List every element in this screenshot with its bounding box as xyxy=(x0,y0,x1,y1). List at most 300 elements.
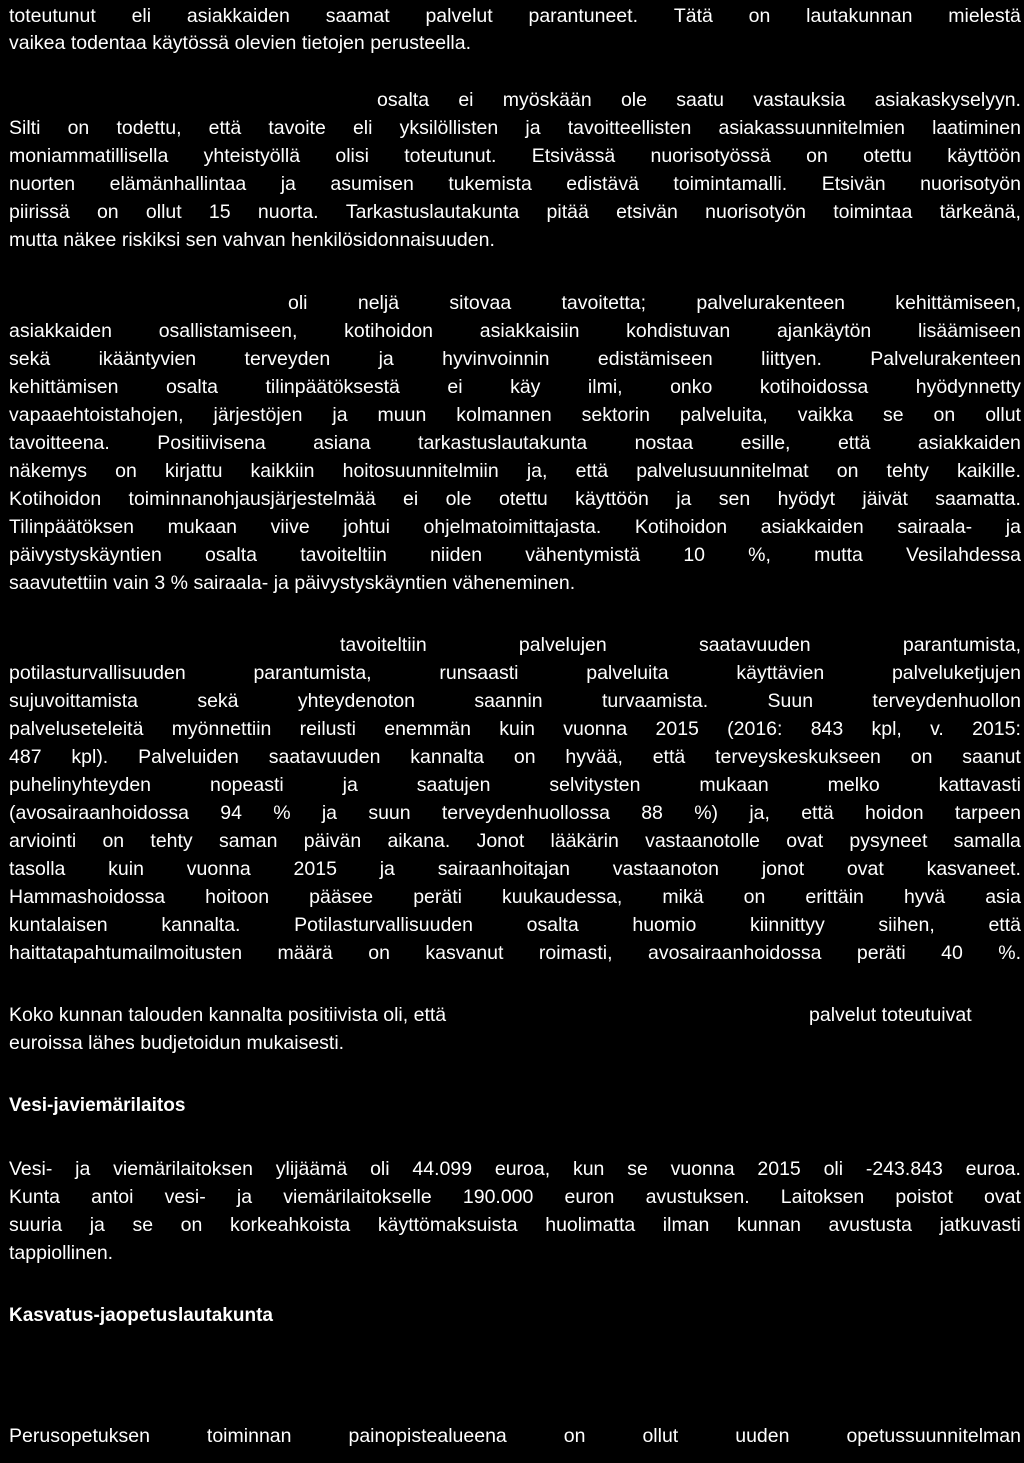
word: kuin xyxy=(499,718,536,740)
word: osallistamiseen, xyxy=(158,320,298,342)
word: peräti xyxy=(856,942,906,964)
word: mutta xyxy=(814,544,863,566)
word: palveluseteleitä xyxy=(9,718,144,740)
word: otettu xyxy=(498,488,548,510)
word: kotihoidon xyxy=(344,320,434,342)
word: Hammashoidossa xyxy=(9,886,166,908)
word: asumisen xyxy=(330,173,414,195)
word: arviointi xyxy=(9,830,77,852)
text-line xyxy=(809,1002,1021,1028)
word: perusteella. xyxy=(370,32,472,54)
word: sairaala- xyxy=(193,572,269,594)
word: ja xyxy=(75,1158,91,1180)
word: mutta xyxy=(9,229,58,251)
word: euroa. xyxy=(965,1158,1021,1180)
word: osalta xyxy=(526,914,579,936)
word: ja, xyxy=(749,802,770,824)
word: nuorta. xyxy=(257,201,319,223)
text-line xyxy=(9,940,1021,966)
text-line xyxy=(9,374,1021,400)
word: oli xyxy=(823,1158,844,1180)
word: 2015: xyxy=(972,718,1021,740)
text-line xyxy=(9,1156,1021,1182)
text-line xyxy=(9,3,1021,29)
word: palveluita xyxy=(586,662,669,684)
word: roimasti, xyxy=(538,942,613,964)
word: tavoitteena. xyxy=(9,432,110,454)
word: potilasturvallisuuden xyxy=(9,662,186,684)
word: Positiivisena xyxy=(157,432,266,454)
word: kasvanut xyxy=(425,942,504,964)
word: sekä xyxy=(9,348,51,370)
word: eli xyxy=(352,117,373,139)
word: Suun xyxy=(767,690,814,712)
word: on xyxy=(96,201,119,223)
word: kirjattu xyxy=(164,460,223,482)
word: neljä xyxy=(357,292,400,314)
word: ovat xyxy=(786,830,824,852)
text-line xyxy=(9,1240,1021,1266)
word: se xyxy=(882,404,904,426)
word: Silti xyxy=(9,117,41,139)
word: euron xyxy=(564,1186,615,1208)
word: käyttävien xyxy=(736,662,825,684)
word: päivystyskäyntien xyxy=(9,544,162,566)
word: on xyxy=(513,746,536,768)
word: reilusti xyxy=(299,718,357,740)
word: kunnan xyxy=(736,1214,801,1236)
word: mukaan xyxy=(699,774,769,796)
text-line xyxy=(9,171,1021,197)
word: nostaa xyxy=(634,432,694,454)
text-line xyxy=(9,744,1021,770)
word: jatkuvasti xyxy=(939,1214,1021,1236)
word: vastauksia xyxy=(753,89,846,111)
word: 843 xyxy=(810,718,844,740)
word: mikä xyxy=(662,886,704,908)
word: euroissa xyxy=(9,1032,83,1054)
word: nopeasti xyxy=(209,774,284,796)
word: ylijäämä xyxy=(275,1158,348,1180)
text-line xyxy=(9,30,1021,56)
word: vuonna xyxy=(670,1158,735,1180)
text-line xyxy=(9,430,1021,456)
word: 88 xyxy=(641,802,663,824)
word: ollut xyxy=(642,1425,679,1447)
word: otettu xyxy=(863,145,912,167)
word: ja xyxy=(273,572,289,594)
word: Tätä xyxy=(673,5,713,27)
section-heading xyxy=(9,1303,1021,1329)
word: tavoiteltiin xyxy=(300,544,387,566)
word: puhelinyhteyden xyxy=(9,774,152,796)
word: 2015 xyxy=(293,858,337,880)
word: toteutuivat xyxy=(881,1004,972,1026)
word: myöskään xyxy=(502,89,592,111)
word: ikääntyvien xyxy=(98,348,197,370)
word: tehty xyxy=(150,830,193,852)
text-line xyxy=(9,772,1021,798)
word: saamat xyxy=(325,5,390,27)
word: korkeahkoista xyxy=(229,1214,351,1236)
word: ole xyxy=(445,488,472,510)
word: on xyxy=(933,404,956,426)
word: viemärilaitoksen xyxy=(113,1158,253,1180)
word: hyvä xyxy=(903,886,946,908)
word: palvelurakenteen xyxy=(696,292,845,314)
word: sektorin xyxy=(581,404,650,426)
word: Palvelurakenteen xyxy=(870,348,1021,370)
word: yhteydenoton xyxy=(297,690,415,712)
word: johtui xyxy=(343,516,390,538)
word: sujuvoittamista xyxy=(9,690,138,712)
word: nuorisotyössä xyxy=(650,145,771,167)
word: kolmannen xyxy=(456,404,552,426)
text-line xyxy=(9,1423,1021,1449)
word: tilinpäätöksestä xyxy=(265,376,400,398)
word: huomio xyxy=(632,914,697,936)
word: kiinnittyy xyxy=(749,914,825,936)
word: palvelusuunnitelmat xyxy=(636,460,809,482)
word: ajankäytön xyxy=(776,320,872,342)
text-line xyxy=(9,458,1021,484)
word: ollut xyxy=(985,404,1021,426)
word: ohjelmatoimittajasta. xyxy=(423,516,602,538)
word: Kotihoidon xyxy=(634,516,728,538)
word: pysyneet xyxy=(849,830,928,852)
word: lähes xyxy=(88,1032,135,1054)
word: hoidon xyxy=(865,802,924,824)
word: Kunta xyxy=(9,1186,60,1208)
word: etsivän xyxy=(616,201,678,223)
word: tappiollinen. xyxy=(9,1242,114,1264)
word: hyvinvoinnin xyxy=(442,348,550,370)
word: että xyxy=(801,802,834,824)
word: Palveluiden xyxy=(138,746,239,768)
word: ollut xyxy=(145,201,182,223)
word: selvitysten xyxy=(549,774,641,796)
word: että xyxy=(988,914,1021,936)
word: huolimatta xyxy=(545,1214,636,1236)
word: oli xyxy=(370,1158,390,1180)
word: todettu, xyxy=(116,117,182,139)
word: tärkeänä, xyxy=(939,201,1021,223)
text-line xyxy=(288,290,1021,316)
text-line xyxy=(9,570,1021,596)
word: hyvää, xyxy=(565,746,623,768)
word: opetussuunnitelman xyxy=(846,1425,1021,1447)
word: on xyxy=(836,460,859,482)
word: oli xyxy=(288,292,308,314)
word: määrä xyxy=(277,942,333,964)
word: se xyxy=(627,1158,648,1180)
word: asiakkaiden xyxy=(186,5,290,27)
word: sekä xyxy=(197,690,239,712)
word: kehittämiseen, xyxy=(895,292,1021,314)
word: järjestöjen xyxy=(213,404,303,426)
word: viemärilaitos xyxy=(69,1095,186,1116)
word: tarpeen xyxy=(954,802,1021,824)
word: %) xyxy=(694,802,719,824)
word: ja xyxy=(1005,516,1021,538)
word: että xyxy=(652,746,686,768)
word: terveydenhuollon xyxy=(872,690,1021,712)
word: kotihoidossa xyxy=(759,376,869,398)
word: (avosairaanhoidossa xyxy=(9,802,189,824)
word: laatiminen xyxy=(932,117,1021,139)
word: viemärilaitokselle xyxy=(283,1186,432,1208)
word: sen xyxy=(718,488,751,510)
word: kpl). xyxy=(71,746,109,768)
word: poistot xyxy=(895,1186,953,1208)
word: ja xyxy=(53,1095,70,1116)
word: ja xyxy=(332,404,348,426)
word: terveyden xyxy=(244,348,331,370)
word: esille, xyxy=(740,432,791,454)
word: 3 xyxy=(154,572,166,594)
word: sitovaa xyxy=(449,292,512,314)
word: hyödyt xyxy=(777,488,836,510)
word: yksilöllisten xyxy=(399,117,499,139)
word: kannalta xyxy=(410,746,485,768)
word: vähentymistä xyxy=(525,544,641,566)
word: että xyxy=(575,460,609,482)
text-line xyxy=(9,884,1021,910)
word: asiakassuunnitelmien xyxy=(718,117,905,139)
word: kohdistuvan xyxy=(626,320,731,342)
word: enemmän xyxy=(384,718,471,740)
word: käyttömaksuista xyxy=(377,1214,518,1236)
word: 44.099 xyxy=(412,1158,473,1180)
word: lautakunnan xyxy=(806,5,913,27)
word: tasolla xyxy=(9,858,66,880)
word: %. xyxy=(998,942,1021,964)
word: ei xyxy=(458,89,474,111)
word: osalta xyxy=(165,376,218,398)
word: ja xyxy=(676,488,692,510)
text-line xyxy=(9,1030,1021,1056)
word: saatavuuden xyxy=(698,634,811,656)
word: Vesi- xyxy=(9,1158,53,1180)
word: tavoitteellisten xyxy=(567,117,692,139)
word: osalta xyxy=(204,544,258,566)
word: riskiksi xyxy=(121,229,181,251)
word: % xyxy=(273,802,291,824)
word: sairaala- xyxy=(897,516,973,538)
word: % xyxy=(170,572,188,594)
word: vaikka xyxy=(797,404,853,426)
word: se xyxy=(132,1214,154,1236)
word: ilman xyxy=(662,1214,710,1236)
word: sairaanhoitajan xyxy=(437,858,570,880)
word: ja xyxy=(321,802,338,824)
word: ja xyxy=(99,1305,116,1326)
word: Laitoksen xyxy=(780,1186,865,1208)
word: kuin xyxy=(108,858,144,880)
word: henkilösidonnaisuuden. xyxy=(291,229,495,251)
word: ja xyxy=(525,117,541,139)
word: suun xyxy=(368,802,411,824)
word: saamatta. xyxy=(935,488,1021,510)
text-line xyxy=(9,828,1021,854)
word: palveluita, xyxy=(679,404,768,426)
text-line xyxy=(9,856,1021,882)
word: parantumista, xyxy=(253,662,372,684)
section-heading xyxy=(9,1093,1021,1119)
word: vastaanoton xyxy=(612,858,720,880)
word: hoitoon xyxy=(205,886,270,908)
word: kannalta. xyxy=(161,914,241,936)
word: painopistealueena xyxy=(348,1425,507,1447)
word: nuorisotyön xyxy=(705,201,806,223)
word: ei xyxy=(447,376,463,398)
word: osalta xyxy=(377,89,430,111)
word: moniammatillisella xyxy=(9,145,169,167)
word: vuonna xyxy=(563,718,628,740)
word: kpl, xyxy=(871,718,902,740)
word: Etsivän xyxy=(821,173,886,195)
word: Kasvatus- xyxy=(9,1305,100,1326)
word: on xyxy=(67,117,90,139)
word: eli xyxy=(131,5,152,27)
word: kaikkiin xyxy=(250,460,315,482)
word: %, xyxy=(748,544,771,566)
word: Vesi- xyxy=(9,1095,54,1116)
word: ja xyxy=(379,858,395,880)
word: samalla xyxy=(953,830,1021,852)
word: palveluketjujen xyxy=(891,662,1021,684)
word: toteutunut. xyxy=(404,145,497,167)
text-line xyxy=(9,514,1021,540)
word: ja xyxy=(89,1214,105,1236)
word: avosairaanhoidossa xyxy=(647,942,822,964)
text-line xyxy=(9,542,1021,568)
word: näkemys xyxy=(9,460,88,482)
word: ovat xyxy=(984,1186,1021,1208)
word: hoitosuunnitelmiin xyxy=(342,460,499,482)
word: haittatapahtumailmoitusten xyxy=(9,942,243,964)
word: kunnan xyxy=(58,1004,123,1026)
word: parantumista, xyxy=(902,634,1021,656)
word: talouden xyxy=(128,1004,204,1026)
word: väheneminen. xyxy=(452,572,576,594)
word: 190.000 xyxy=(462,1186,534,1208)
word: tavoitetta; xyxy=(561,292,647,314)
word: uuden xyxy=(735,1425,790,1447)
word: saatavuuden xyxy=(268,746,381,768)
word: -243.843 xyxy=(865,1158,943,1180)
word: siihen, xyxy=(878,914,935,936)
word: kehittämisen xyxy=(9,376,119,398)
word: on xyxy=(563,1425,586,1447)
word: tavoiteltiin xyxy=(340,634,427,656)
word: saanut xyxy=(962,746,1021,768)
word: käyttöön xyxy=(575,488,649,510)
word: on xyxy=(115,460,137,482)
word: sen xyxy=(185,229,218,251)
text-line xyxy=(9,486,1021,512)
word: peräti xyxy=(413,886,462,908)
word: kuntalaisen xyxy=(9,914,108,936)
word: Koko xyxy=(9,1004,54,1026)
word: onko xyxy=(670,376,713,398)
word: ei xyxy=(403,488,419,510)
word: on xyxy=(102,830,125,852)
word: todentaa xyxy=(70,32,147,54)
word: 2015 xyxy=(757,1158,801,1180)
text-line xyxy=(9,115,1021,141)
word: oli, xyxy=(383,1004,409,1026)
word: ovat xyxy=(846,858,884,880)
word: kasvaneet. xyxy=(926,858,1021,880)
word: on xyxy=(368,942,390,964)
word: mukaisesti. xyxy=(246,1032,345,1054)
word: toiminnanohjausjärjestelmää xyxy=(128,488,376,510)
word: kattavasti xyxy=(938,774,1021,796)
word: saman xyxy=(218,830,278,852)
word: hyödynnetty xyxy=(915,376,1021,398)
word: lisäämiseen xyxy=(917,320,1021,342)
word: Etsivässä xyxy=(531,145,616,167)
text-line xyxy=(9,688,1021,714)
word: näkee xyxy=(63,229,117,251)
word: budjetoidun xyxy=(140,1032,242,1054)
text-line xyxy=(9,1184,1021,1210)
word: olisi xyxy=(335,145,369,167)
word: käy xyxy=(510,376,541,398)
text-line xyxy=(377,87,1021,113)
word: on xyxy=(910,746,933,768)
word: Kotihoidon xyxy=(9,488,102,510)
word: käytössä xyxy=(152,32,230,54)
word: Potilasturvallisuuden xyxy=(294,914,473,936)
word: ja xyxy=(342,774,358,796)
word: muun xyxy=(377,404,427,426)
word: vaikea xyxy=(9,32,66,54)
word: avustusta xyxy=(828,1214,912,1236)
word: päivän xyxy=(303,830,362,852)
word: Tilinpäätöksen xyxy=(9,516,135,538)
word: 10 xyxy=(683,544,706,566)
word: toimintaa xyxy=(833,201,913,223)
word: antoi xyxy=(91,1186,134,1208)
word: yhteistyöllä xyxy=(203,145,301,167)
word: Perusopetuksen xyxy=(9,1425,150,1447)
word: mielestä xyxy=(948,5,1021,27)
word: kaikille. xyxy=(956,460,1021,482)
text-line xyxy=(340,632,1021,658)
word: tavoite xyxy=(268,117,326,139)
word: asiana xyxy=(313,432,371,454)
word: suuria xyxy=(9,1214,63,1236)
word: asiakaskyselyyn. xyxy=(874,89,1021,111)
word: on xyxy=(806,145,828,167)
word: 2015 xyxy=(655,718,699,740)
text-line xyxy=(9,318,1021,344)
word: tietojen xyxy=(301,32,365,54)
word: nuorten xyxy=(9,173,76,195)
word: asiakkaiden xyxy=(9,320,112,342)
word: Jonot xyxy=(476,830,525,852)
word: 40 xyxy=(941,942,963,964)
text-line xyxy=(9,660,1021,686)
word: kannalta xyxy=(208,1004,283,1026)
word: 15 xyxy=(208,201,231,223)
word: olevien xyxy=(234,32,297,54)
text-line xyxy=(9,402,1021,428)
word: vastaanotolle xyxy=(645,830,760,852)
word: että xyxy=(413,1004,447,1026)
